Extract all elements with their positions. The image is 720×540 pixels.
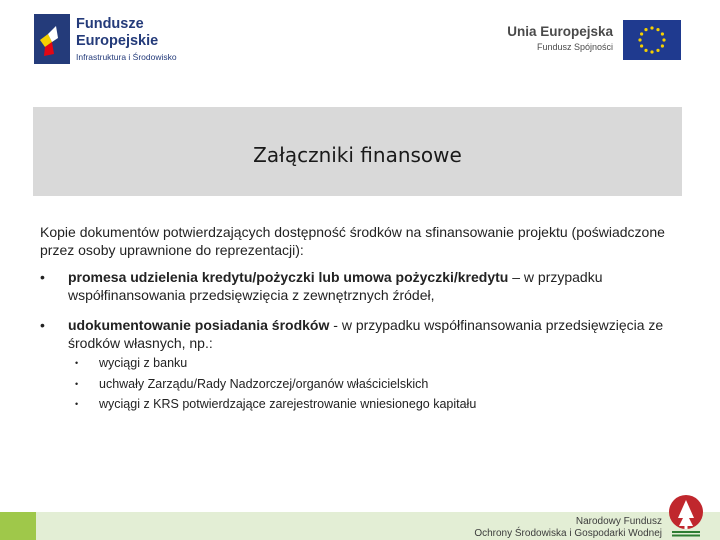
fe-logo-line1: Fundusze [76,16,144,32]
list-item-text [68,268,668,304]
nfos-logo-line2: Ochrony Środowiska i Gospodarki Wodnej [474,528,662,539]
list-item-bold: promesa udzielenia kredytu/pożyczki lub umowa pożyczki/kredytu [68,269,509,285]
fe-logo-line2: Europejskie [76,33,159,49]
list-item-rest: – w przypadku współfinansowania przedsięwzięcia z zewnętrznych źródeł, [68,269,603,303]
nfosigw-logo [474,494,714,540]
intro-paragraph: Kopie dokumentów potwierdzających dostępność środków na sfinansowanie projektu (poświadczone przez osoby uprawnione do reprezentacji): [40,224,665,258]
fundusze-europejskie-logo [34,14,194,66]
title-band [33,107,682,196]
sub-list-item-text: wyciągi z KRS potwierdzające zarejestrowanie wniesionego kapitału [99,397,477,411]
sub-list-item-text: wyciągi z banku [99,356,188,370]
eu-logo-line1: Unia Europejska [507,24,613,39]
nfos-tree-logo-icon [666,494,706,538]
unia-europejska-logo [505,20,681,62]
nfos-logo-line1: Narodowy Fundusz [575,516,662,527]
list-item-text [68,316,668,352]
fe-star-logo-icon [34,14,70,64]
sub-bullet-icon: • [75,358,79,368]
page-title: Załączniki finansowe [253,143,462,167]
bullet-icon: • [40,269,45,285]
eu-flag-icon [623,20,681,60]
sub-list-item-text: uchwały Zarządu/Rady Nadzorczej/organów właścicielskich [99,377,429,391]
sub-bullet-icon: • [75,379,79,389]
list-item-rest: - w przypadku współfinansowania przedsięwzięcia ze środków własnych, np.: [68,317,664,351]
footer-accent [0,512,36,540]
fe-logo-line3: Infrastruktura i Środowisko [76,52,177,62]
sub-bullet-icon: • [75,399,79,409]
list-item-bold: udokumentowanie posiadania środków [68,317,330,333]
eu-logo-line2: Fundusz Spójności [536,42,613,52]
bullet-icon: • [40,317,45,333]
